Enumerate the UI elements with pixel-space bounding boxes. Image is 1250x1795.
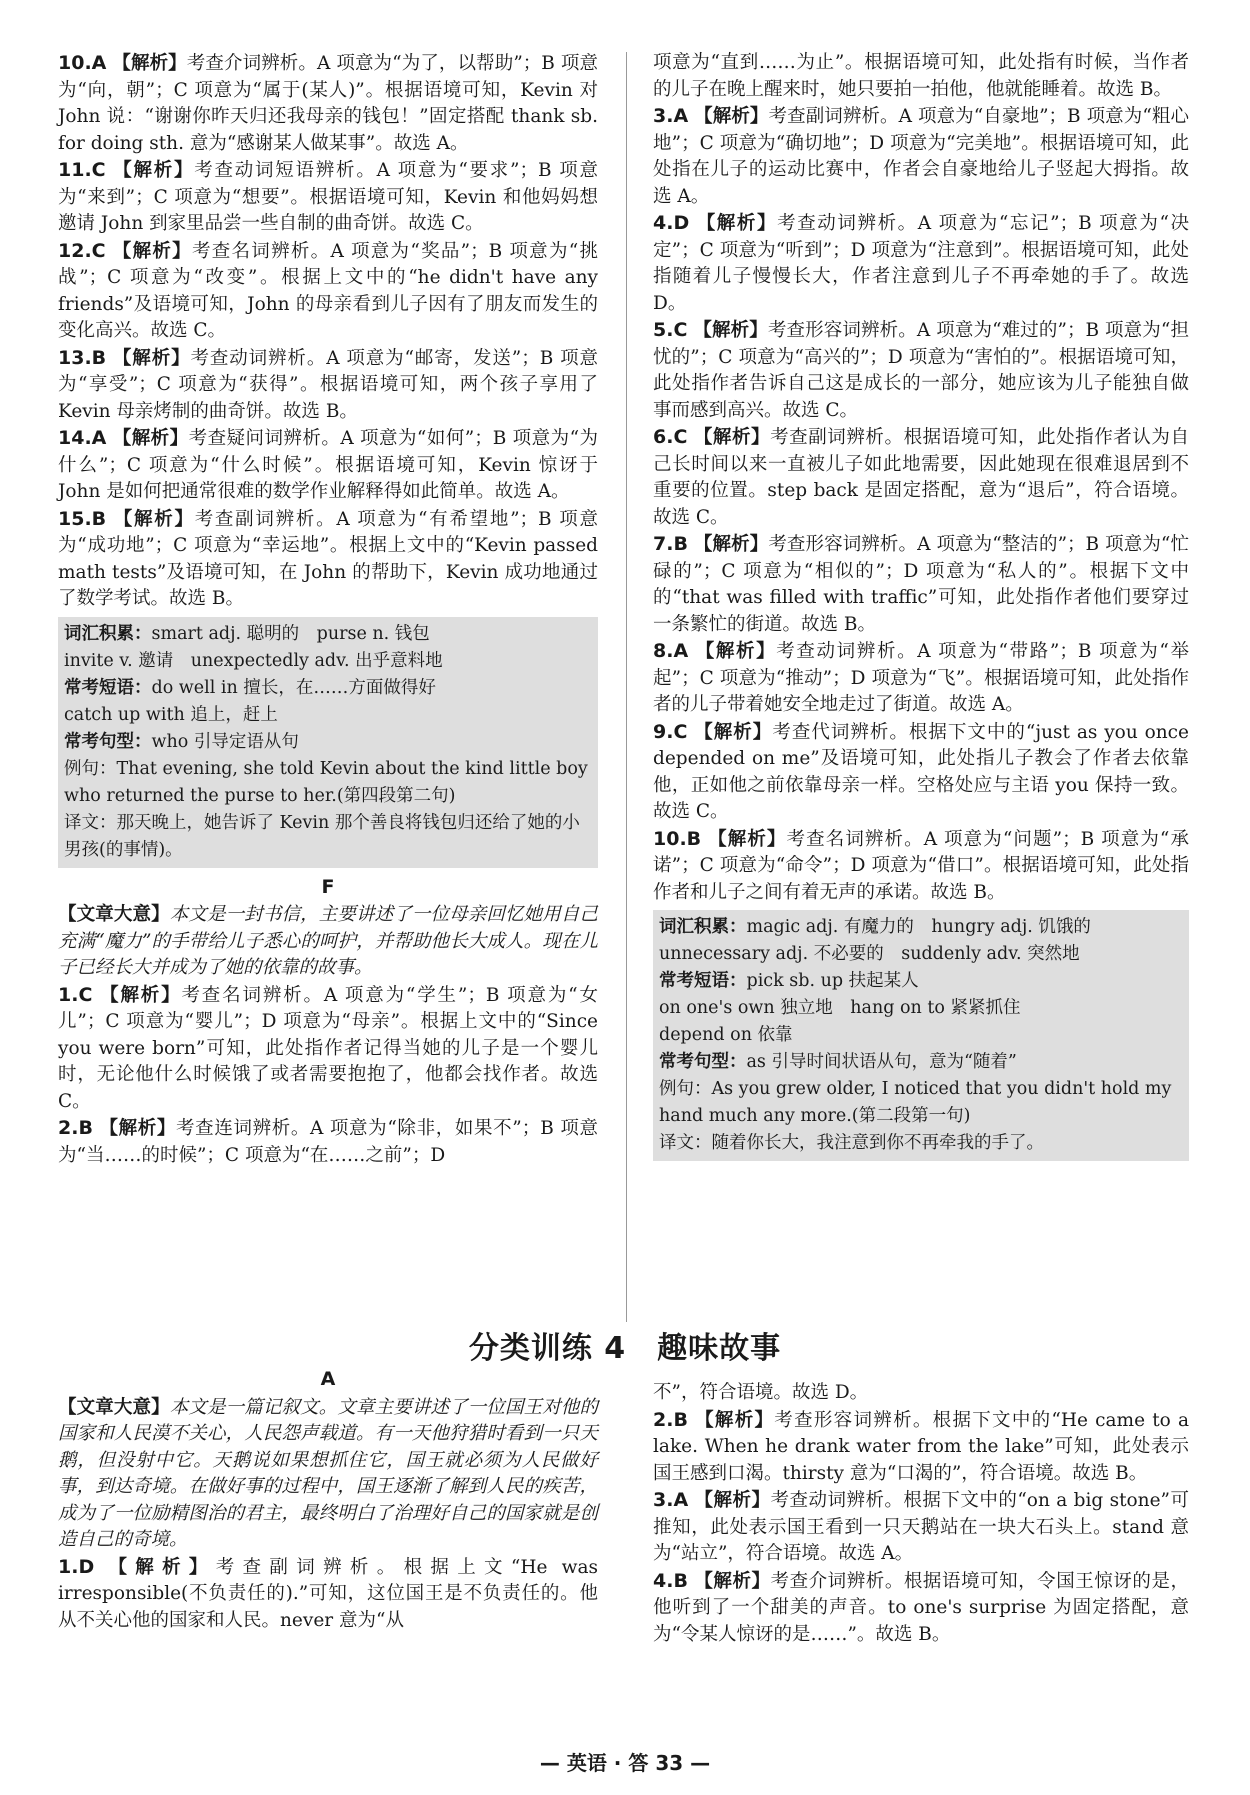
answer-item: 6.C 【解析】考查副词辨析。根据语境可知，此处指作者认为自己长时间以来一直被儿子如此地需要，因此她现在很难退居到不重要的位置。step back 是固定搭配，意为“退后”，符合语境。故选 C。 xyxy=(653,426,1189,528)
answer-item: 5.C 【解析】考查形容词辨析。A 项意为“难过的”；B 项意为“担忧的”；C 项意为“高兴的”；D 项意为“害怕的”。根据语境可知，此处指作者告诉自己这是成长的一部分，她应该为儿子能独自做事而感到高兴。故选 C。 xyxy=(653,319,1189,421)
column-divider xyxy=(626,52,627,1322)
answer-item: 1.D 【解析】考查副词辨析。根据上文“He was irresponsible(不负责任的).”可知，这位国王是不负责任的。他从不关心他的国家和人民。never 意为“从 xyxy=(58,1555,598,1631)
answer-item: 12.C 【解析】考查名词辨析。A 项意为“奖品”；B 项意为“挑战”；C 项意为“改变”。根据上文中的“he didn't have any friends”及语境可知，John 的母亲看到儿子因有了朋友而发生的变化高兴。故选 C。 xyxy=(58,239,598,341)
answer-item: 4.B 【解析】考查介词辨析。根据语境可知，令国王惊讶的是，他听到了一个甜美的声音。to one's surprise 为固定搭配，意为“令某人惊讶的是……”。故选 B。 xyxy=(653,1569,1189,1645)
passage-letter-f: F xyxy=(321,875,335,898)
answer-item: 2.B 【解析】考查连词辨析。A 项意为“除非，如果不”；B 项意为“当……的时候”；C 项意为“在……之前”；D xyxy=(58,1117,598,1166)
answer-item: 10.A 【解析】考查介词辨析。A 项意为“为了，以帮助”；B 项意为“向，朝”；C 项意为“属于(某人)”。根据语境可知，Kevin 对 John 说：“谢谢你昨天归还我母亲的钱包！”固定搭配 thank sb. for doing sth. 意为“感谢某人做某事”。故选 A。 xyxy=(58,52,598,154)
answer-item: 11.C 【解析】考查动词短语辨析。A 项意为“要求”；B 项意为“来到”；C 项意为“想要”。根据语境可知，Kevin 和他妈妈想邀请 John 到家里品尝一些自制的曲奇饼。故选 C。 xyxy=(58,159,598,234)
answer-item: 14.A 【解析】考查疑问词辨析。A 项意为“如何”；B 项意为“为什么”；C 项意为“什么时候”。根据语境可知，Kevin 惊讶于 John 是如何把通常很难的数学作业解释得如此简单。故选 A。 xyxy=(58,427,599,502)
vocab-box-e: 词汇积累：smart adj. 聪明的 purse n. 钱包 invite v. 邀请 unexpectedly adv. 出乎意料地 常考短语：do well in 擅长，在……方面做得好 catch up with 追上，赶上 常考句型：who 引导定语从句 例句：That evening, she told Kevin about the kind little boy who returned the purse to her.(第四段第二句) 译文：那天晚上，她告诉了 Kevin 那个善良将钱包归还给了她的小男孩(的事情)。 xyxy=(58,617,598,868)
continued-text: 项意为“直到……为止”。根据语境可知，此处指有时候，当作者的儿子在晚上醒来时，她只要拍一拍他，他就能睡着。故选 B。 xyxy=(653,52,1189,100)
passage-summary: 【文章大意】本文是一篇记叙文。文章主要讲述了一位国王对他的国家和人民漠不关心，人民怨声载道。有一天他狩猎时看到一只天鹅，但没射中它。天鹅说如果想抓住它，国王就必须为人民做好事，到达奇境。在做好事的过程中，国王逐渐了解到人民的疾苦，成为了一位励精图治的君主，最终明白了治理好自己的国家就是创造自己的奇境。 xyxy=(58,1396,598,1550)
answer-item: 13.B 【解析】考查动词辨析。A 项意为“邮寄，发送”；B 项意为“享受”；C 项意为“获得”。根据语境可知，两个孩子享用了 Kevin 母亲烤制的曲奇饼。故选 B。 xyxy=(58,346,598,422)
right-column-top xyxy=(653,50,1189,1167)
answer-item: 8.A 【解析】考查动词辨析。A 项意为“带路”；B 项意为“举起”；C 项意为“推动”；D 项意为“飞”。根据语境可知，此处指作者的儿子带着她安全地走过了街道。故选 A。 xyxy=(653,640,1189,715)
vocab-box-f: 词汇积累：magic adj. 有魔力的 hungry adj. 饥饿的 unnecessary adj. 不必要的 suddenly adv. 突然地 常考短语：pick sb. up 扶起某人 on one's own 独立地 hang on to 紧紧抓住 depend on 依靠 常考句型：as 引导时间状语从句，意为“随着” 例句：As you grew older, I noticed that you didn't hold my hand much any more.(第二段第一句) 译文：随着你长大，我注意到你不再牵我的手了。 xyxy=(653,910,1189,1161)
continued-text: 不”，符合语境。故选 D。 xyxy=(653,1382,869,1403)
answer-item: 9.C 【解析】考查代词辨析。根据下文中的“just as you once depended on me”及语境可知，此处指儿子教会了作者去依靠他，正如他之前依靠母亲一样。空格处应与主语 you 保持一致。故选 C。 xyxy=(653,720,1189,822)
left-column-top xyxy=(58,50,598,1169)
section-title: 分类训练 4 趣味故事 xyxy=(468,1331,782,1366)
answer-item: 3.A 【解析】考查动词辨析。根据下文中的“on a big stone”可推知，此处表示国王看到一只天鹅站在一块大石头上。stand 意为“站立”，符合语境。故选 A。 xyxy=(653,1489,1189,1564)
passage-letter-a: A xyxy=(320,1368,336,1390)
right-column-bottom xyxy=(653,1380,1189,1648)
answer-item: 2.B 【解析】考查形容词辨析。根据下文中的“He came to a lake. When he drank water from the lake”可知，此处表示国王感到口渴。thirsty 意为“口渴的”，符合语境。故选 B。 xyxy=(653,1408,1189,1484)
answer-item: 4.D 【解析】考查动词辨析。A 项意为“忘记”；B 项意为“决定”；C 项意为“听到”；D 项意为“注意到”。根据语境可知，此处指随着儿子慢慢长大，作者注意到儿子不再牵她的手了。故选 D。 xyxy=(653,212,1189,314)
passage-summary: 【文章大意】本文是一封书信，主要讲述了一位母亲回忆她用自己充满“魔力”的手带给儿子悉心的呵护，并帮助他长大成人。现在儿子已经长大并成为了她的依靠的故事。 xyxy=(58,904,598,978)
answer-item: 1.C 【解析】考查名词辨析。A 项意为“学生”；B 项意为“女儿”；C 项意为“婴儿”；D 项意为“母亲”。根据上文中的“Since you were born”可知，此处指作者记得当她的儿子是一个婴儿时，无论他什么时候饿了或者需要抱抱了，他都会找作者。故选 C。 xyxy=(58,983,598,1112)
left-column-bottom xyxy=(58,1364,598,1634)
answer-item: 3.A 【解析】考查副词辨析。A 项意为“自豪地”；B 项意为“粗心地”；C 项意为“确切地”；D 项意为“完美地”。根据语境可知，此处指在儿子的运动比赛中，作者会自豪地给儿子竖起大拇指。故选 A。 xyxy=(653,105,1190,207)
answer-item: 7.B 【解析】考查形容词辨析。A 项意为“整洁的”；B 项意为“忙碌的”；C 项意为“相似的”；D 项意为“私人的”。根据下文中的“that was filled with traffic”可知，此处指作者他们要穿过一条繁忙的街道。故选 B。 xyxy=(653,533,1189,635)
answer-item: 15.B 【解析】考查副词辨析。A 项意为“有希望地”；B 项意为“成功地”；C 项意为“幸运地”。根据上文中的“Kevin passed math tests”及语境可知，在 John 的帮助下，Kevin 成功地通过了数学考试。故选 B。 xyxy=(58,507,598,609)
page-footer: — 英语 · 答 33 — xyxy=(539,1751,711,1775)
answer-item: 10.B 【解析】考查名词辨析。A 项意为“问题”；B 项意为“承诺”；C 项意为“命令”；D 项意为“借口”。根据语境可知，此处指作者和儿子之间有着无声的承诺。故选 B。 xyxy=(653,827,1189,903)
